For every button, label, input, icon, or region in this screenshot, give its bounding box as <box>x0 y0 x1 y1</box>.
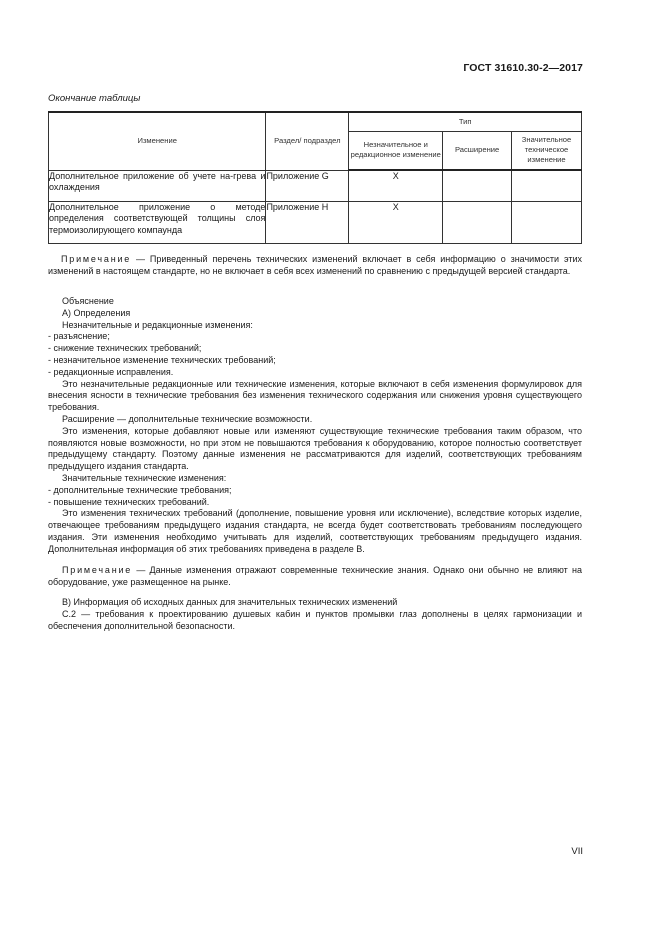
row-extension-mark <box>443 170 512 201</box>
minor-changes-title: Незначительные и редакционные изменения: <box>62 319 253 330</box>
major-description: Это изменения технических требований (дополнение, повышение уровня или исключение), вследствие которых изделие, отвечающее требованиям предыдущего издания стандарта, не всегда будет соответствовать требованиям последующего издания. Эти изменения необходимо учитывать для изделий, соответствующих требованиям предыдущего издания. Дополнительная информация об этих требованиях приведена в разделе В. <box>48 508 582 554</box>
note-1-label: Примечание <box>61 254 132 264</box>
section-b-c2: С.2 — требования к проектированию душевых кабин и пунктов промывки глаз дополнены в целях гармонизации и обеспечения дополнительной безопасности. <box>48 608 582 631</box>
column-header-change: Изменение <box>49 112 266 170</box>
minor-item: - снижение технических требований; <box>48 343 202 354</box>
minor-item: - редакционные исправления. <box>48 366 174 377</box>
column-header-type: Тип <box>349 112 582 131</box>
minor-description: Это незначительные редакционные или технические изменения, которые включают в себя изменения формулировок для внесения ясности в технические требования без изменения технического содержания или снижения уровня существующего требования. <box>48 378 582 413</box>
explanation-title: Объяснение <box>62 296 114 306</box>
changes-table <box>48 111 582 244</box>
section-b-title: В) Информация об исходных данных для значительных технических изменений <box>62 597 398 607</box>
row-minor-mark: X <box>349 201 443 243</box>
document-code: ГОСТ 31610.30-2—2017 <box>463 62 583 74</box>
row-section: Приложение G <box>266 170 349 201</box>
row-major-mark <box>512 170 582 201</box>
note-1-paragraph <box>48 254 582 278</box>
row-major-mark <box>512 201 582 243</box>
note-2-text: — Данные изменения отражают современные технические знания. Однако они обычно не влияют на оборудование, уже размещенное на рынке. <box>48 565 582 587</box>
explanation-block <box>48 296 582 556</box>
extension-description: Это изменения, которые добавляют новые или изменяют существующие технические требования таким образом, что появляются новые возможности, но при этом не повышаются требования к оборудованию, которое полностью соответствует предыдущему стандарту. Поэтому данные изменения не рассматриваются для изделий, соответствующих требованиям предыдущего издания стандарта. <box>48 425 582 472</box>
column-header-extension: Расширение <box>443 131 512 170</box>
major-changes-title: Значительные технические изменения: <box>62 472 227 483</box>
major-item: - дополнительные технические требования; <box>48 484 232 495</box>
row-section: Приложение H <box>266 201 349 243</box>
section-b-block <box>48 597 582 632</box>
column-header-minor: Незначительное и редакционное изменение <box>349 131 443 170</box>
row-change: Дополнительное приложение об учете на-грева и охлаждения <box>49 170 266 201</box>
table-row <box>49 201 582 243</box>
column-header-section: Раздел/ подраздел <box>266 112 349 170</box>
minor-item: - незначительное изменение технических требований; <box>48 354 276 365</box>
row-extension-mark <box>443 201 512 243</box>
extension-title: Расширение — дополнительные технические возможности. <box>62 413 313 424</box>
row-minor-mark: X <box>349 170 443 201</box>
note-1-text: — Приведенный перечень технических изменений включает в себя информацию о значимости этих изменений в настоящем стандарте, но не включает в себя всех изменений по сравнению с предыдущей версией стандарта. <box>48 254 582 276</box>
table-caption: Окончание таблицы <box>48 93 141 104</box>
note-2 <box>48 565 582 589</box>
row-change: Дополнительное приложение о методе определения соответствующей толщины слоя термоизолирующего компаунда <box>49 201 266 243</box>
page-number: VII <box>571 846 583 857</box>
major-item: - повышение технических требований. <box>48 496 210 507</box>
note-2-label: Примечание <box>62 565 133 575</box>
table-row <box>49 170 582 201</box>
note-1 <box>48 254 582 278</box>
note-2-paragraph <box>48 565 582 589</box>
minor-item: - разъяснение; <box>48 331 110 342</box>
column-header-major: Значительное техническое изменение <box>512 131 582 170</box>
section-a-title: А) Определения <box>62 307 131 318</box>
